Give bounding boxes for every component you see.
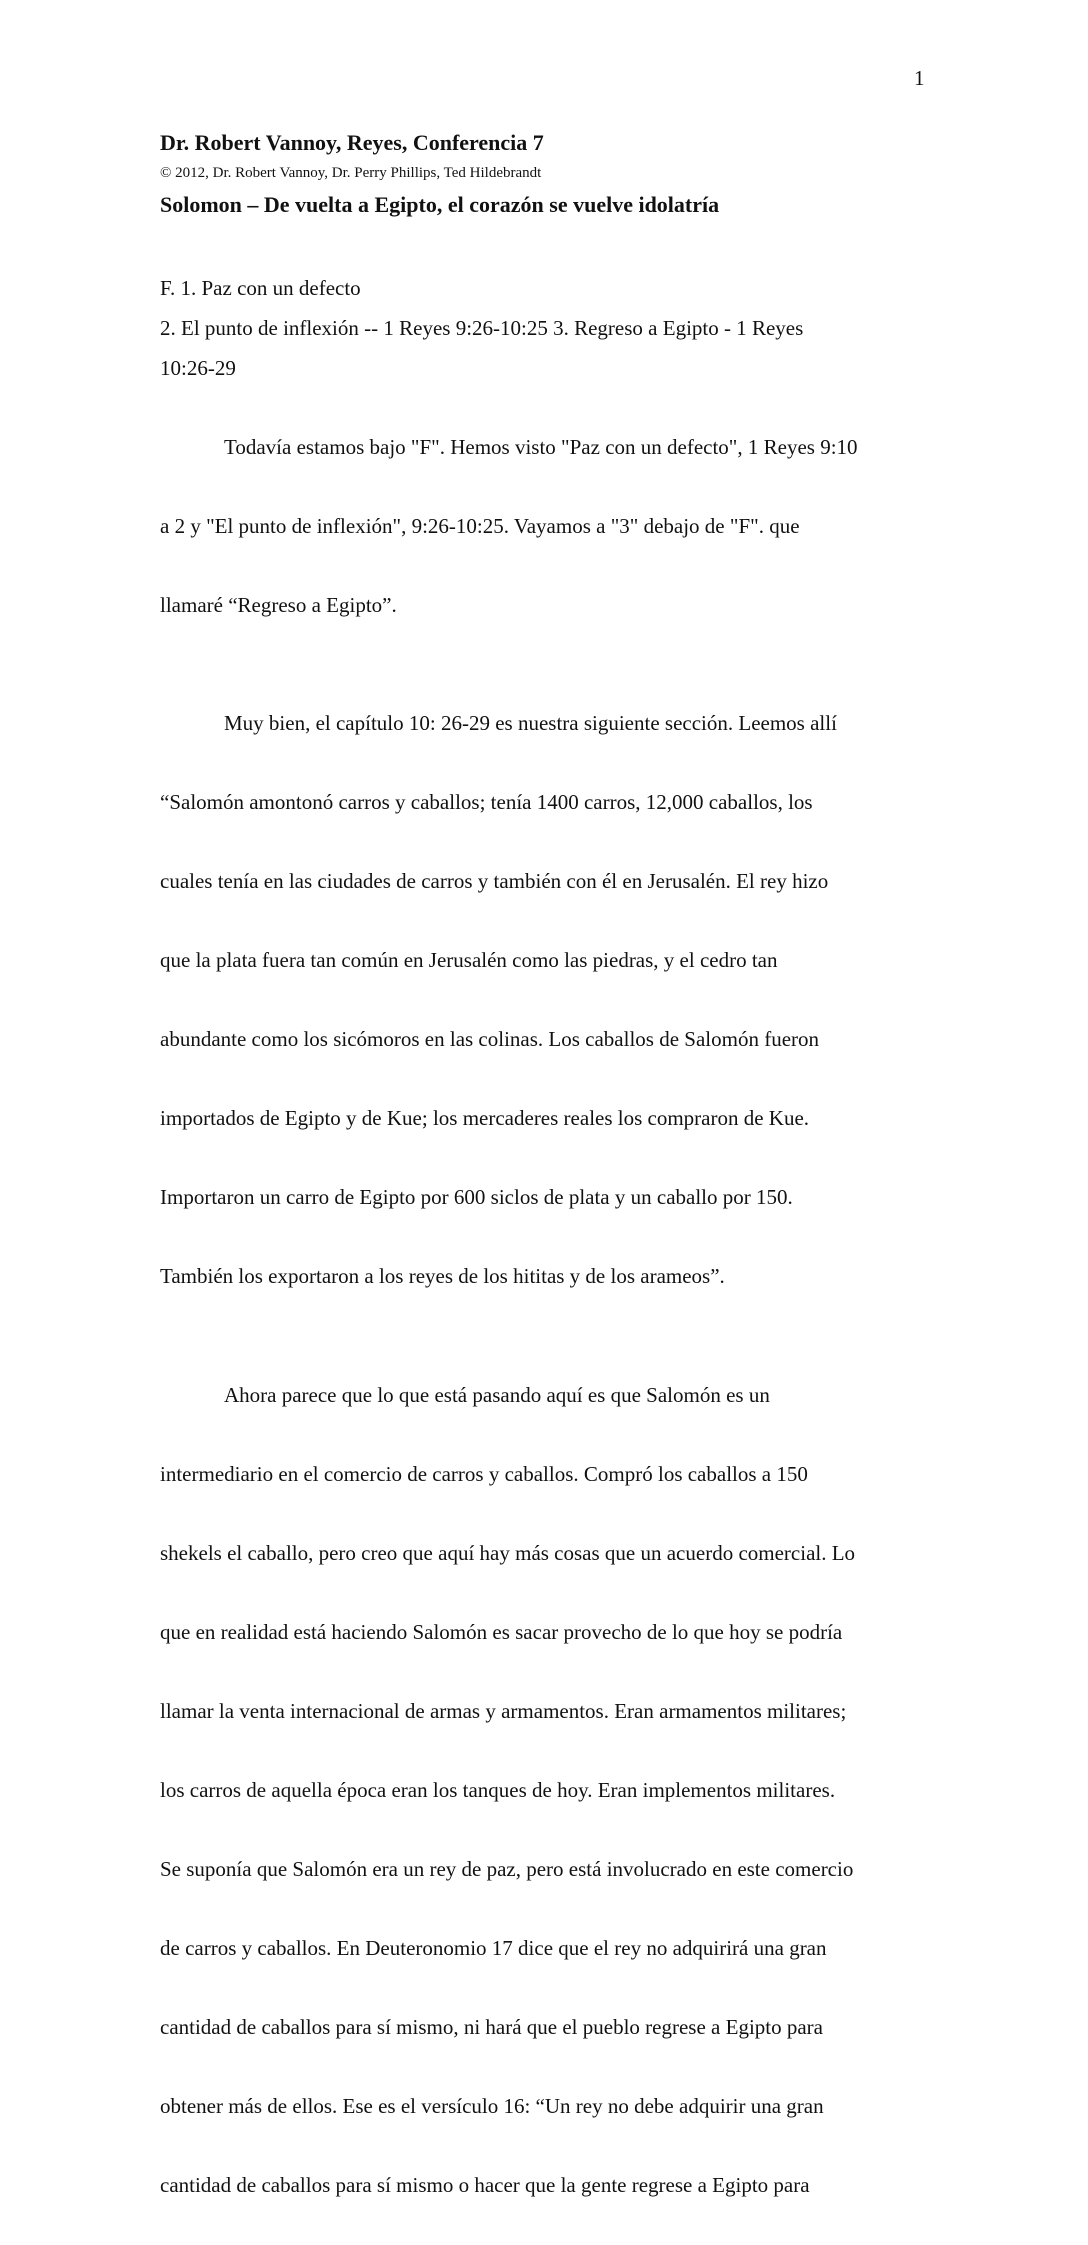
text-line: Muy bien, el capítulo 10: 26-29 es nuestra siguiente sección. Leemos allí — [224, 711, 837, 735]
outline-line: F. 1. Paz con un defecto — [160, 276, 361, 300]
text-line: de carros y caballos. En Deuteronomio 17 dice que el rey no adquirirá una gran — [160, 1935, 827, 1960]
paragraph — [160, 1336, 928, 2245]
body-text — [160, 388, 928, 2245]
copyright-line: © 2012, Dr. Robert Vannoy, Dr. Perry Phillips, Ted Hildebrandt — [160, 165, 542, 181]
text-line: Todavía estamos bajo "F". Hemos visto "Paz con un defecto", 1 Reyes 9:10 — [224, 434, 858, 459]
text-line: obtener más de ellos. Ese es el versículo 16: “Un rey no debe adquirir una gran — [160, 2093, 824, 2118]
text-line: que la plata fuera tan común en Jerusalén como las piedras, y el cedro tan — [160, 948, 778, 972]
text-line: “Salomón amontonó carros y caballos; tenía 1400 carros, 12,000 caballos, los — [160, 790, 813, 814]
page-number: 1 — [914, 66, 925, 90]
text-line: importados de Egipto y de Kue; los mercaderes reales los compraron de Kue. — [160, 1106, 810, 1130]
text-line: cantidad de caballos para sí mismo, ni hará que el pueblo regrese a Egipto para — [160, 2014, 823, 2039]
text-line: También los exportaron a los reyes de los hititas y de los arameos”. — [160, 1264, 725, 1288]
text-line: a 2 y "El punto de inflexión", 9:26-10:25. Vayamos a "3" debajo de "F". que — [160, 513, 800, 538]
text-line: abundante como los sicómoros en las colinas. Los caballos de Salomón fueron — [160, 1027, 820, 1051]
text-line: llamaré “Regreso a Egipto”. — [160, 592, 397, 617]
outline-line: 2. El punto de inflexión -- 1 Reyes 9:26-10:25 3. Regreso a Egipto - 1 Reyes — [160, 316, 804, 340]
document-subtitle: Solomon – De vuelta a Egipto, el corazón se vuelve idolatría — [160, 192, 720, 217]
paragraph — [160, 665, 928, 1337]
document-body — [160, 126, 928, 2245]
text-line: Se suponía que Salomón era un rey de paz, pero está involucrado en este comercio — [160, 1856, 854, 1881]
text-line: Ahora parece que lo que está pasando aquí es que Salomón es un — [224, 1382, 770, 1407]
paragraph — [160, 388, 928, 665]
text-line: shekels el caballo, pero creo que aquí hay más cosas que un acuerdo comercial. Lo — [160, 1540, 856, 1565]
outline-line: 10:26-29 — [160, 356, 236, 380]
text-line: cuales tenía en las ciudades de carros y también con él en Jerusalén. El rey hizo — [160, 869, 829, 893]
text-line: Importaron un carro de Egipto por 600 siclos de plata y un caballo por 150. — [160, 1185, 793, 1209]
text-line: intermediario en el comercio de carros y caballos. Compró los caballos a 150 — [160, 1461, 808, 1486]
document-title: Dr. Robert Vannoy, Reyes, Conferencia 7 — [160, 130, 544, 155]
text-line: que en realidad está haciendo Salomón es sacar provecho de lo que hoy se podría — [160, 1619, 843, 1644]
outline — [160, 268, 928, 388]
text-line: cantidad de caballos para sí mismo o hacer que la gente regrese a Egipto para — [160, 2172, 810, 2197]
text-line: los carros de aquella época eran los tanques de hoy. Eran implementos militares. — [160, 1777, 836, 1802]
text-line: llamar la venta internacional de armas y armamentos. Eran armamentos militares; — [160, 1698, 847, 1723]
